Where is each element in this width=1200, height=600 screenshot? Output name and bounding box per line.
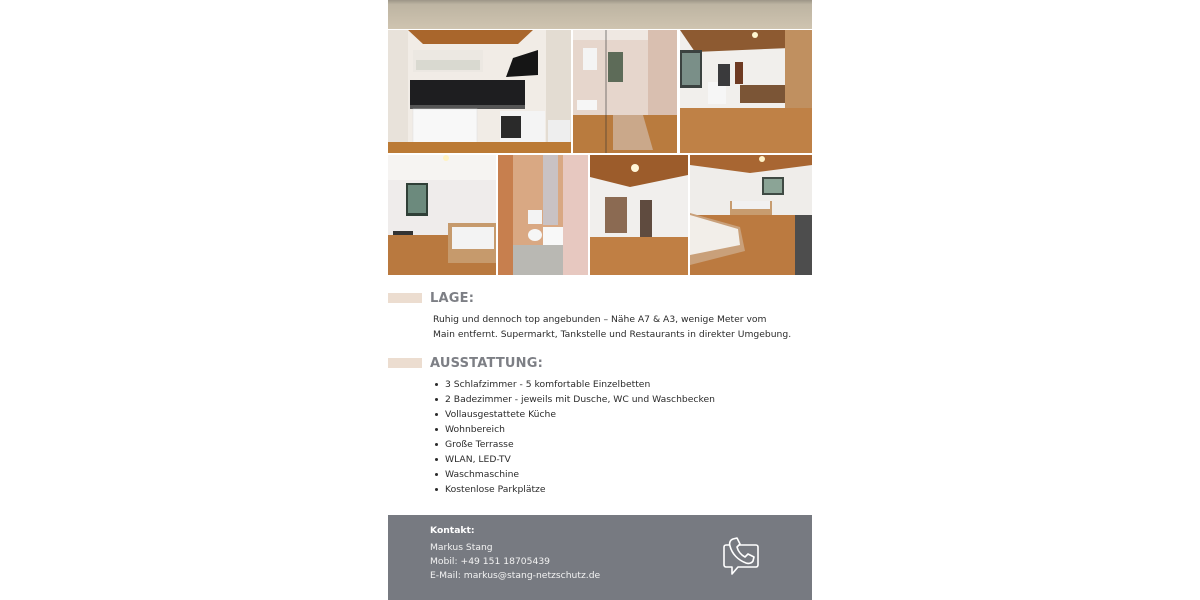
accent-bar bbox=[388, 358, 422, 368]
ausstattung-heading: AUSSTATTUNG: bbox=[430, 355, 544, 371]
contact-email[interactable]: E-Mail: markus@stang-netzschutz.de bbox=[430, 570, 601, 581]
list-item bbox=[433, 482, 715, 497]
list-item-label: Wohnbereich bbox=[445, 424, 505, 435]
contact-heading: Kontakt: bbox=[430, 525, 475, 536]
phone-chat-icon bbox=[720, 536, 762, 578]
bullet-icon bbox=[435, 443, 438, 446]
lage-heading: LAGE: bbox=[430, 290, 475, 306]
bullet-icon bbox=[435, 398, 438, 401]
bullet-icon bbox=[435, 488, 438, 491]
list-item-label: Vollausgestattete Küche bbox=[445, 409, 556, 420]
empty-room-photo bbox=[590, 155, 688, 275]
shower-bathroom-photo bbox=[573, 30, 677, 153]
lage-line-1: Ruhig und dennoch top angebunden – Nähe A7 & A3, wenige Meter vom bbox=[433, 314, 767, 325]
contact-name: Markus Stang bbox=[430, 542, 493, 553]
lage-section-header bbox=[388, 290, 812, 306]
contact-mobile[interactable]: Mobil: +49 151 18705439 bbox=[430, 556, 551, 567]
bullet-icon bbox=[435, 473, 438, 476]
lage-line-2: Main entfernt. Supermarkt, Tankstelle und Restaurants in direkter Umgebung. bbox=[433, 329, 792, 340]
kitchen-photo bbox=[388, 30, 571, 153]
list-item-label: 3 Schlafzimmer - 5 komfortable Einzelbetten bbox=[445, 379, 651, 390]
list-item bbox=[433, 467, 715, 482]
contact-footer bbox=[388, 515, 812, 600]
top-photo-strip bbox=[388, 0, 812, 29]
lage-description bbox=[433, 312, 793, 342]
list-item bbox=[433, 452, 715, 467]
bullet-icon bbox=[435, 458, 438, 461]
list-item bbox=[433, 377, 715, 392]
list-item-label: Kostenlose Parkplätze bbox=[445, 484, 546, 495]
list-item bbox=[433, 392, 715, 407]
list-item-label: 2 Badezimmer - jeweils mit Dusche, WC und Waschbecken bbox=[445, 394, 715, 405]
ausstattung-section-header bbox=[388, 355, 812, 371]
list-item-label: Große Terrasse bbox=[445, 439, 514, 450]
list-item bbox=[433, 422, 715, 437]
bathroom-wc-photo bbox=[498, 155, 588, 275]
accent-bar bbox=[388, 293, 422, 303]
living-dining-photo bbox=[680, 30, 812, 153]
list-item-label: Waschmaschine bbox=[445, 469, 520, 480]
bullet-icon bbox=[435, 413, 438, 416]
list-item bbox=[433, 437, 715, 452]
list-item-label: WLAN, LED-TV bbox=[445, 454, 511, 465]
listing-page bbox=[388, 0, 812, 600]
bedroom-two-beds-photo bbox=[690, 155, 812, 275]
list-item bbox=[433, 407, 715, 422]
bullet-icon bbox=[435, 428, 438, 431]
amenities-list bbox=[433, 377, 715, 497]
bedroom-single-photo bbox=[388, 155, 496, 275]
bullet-icon bbox=[435, 383, 438, 386]
